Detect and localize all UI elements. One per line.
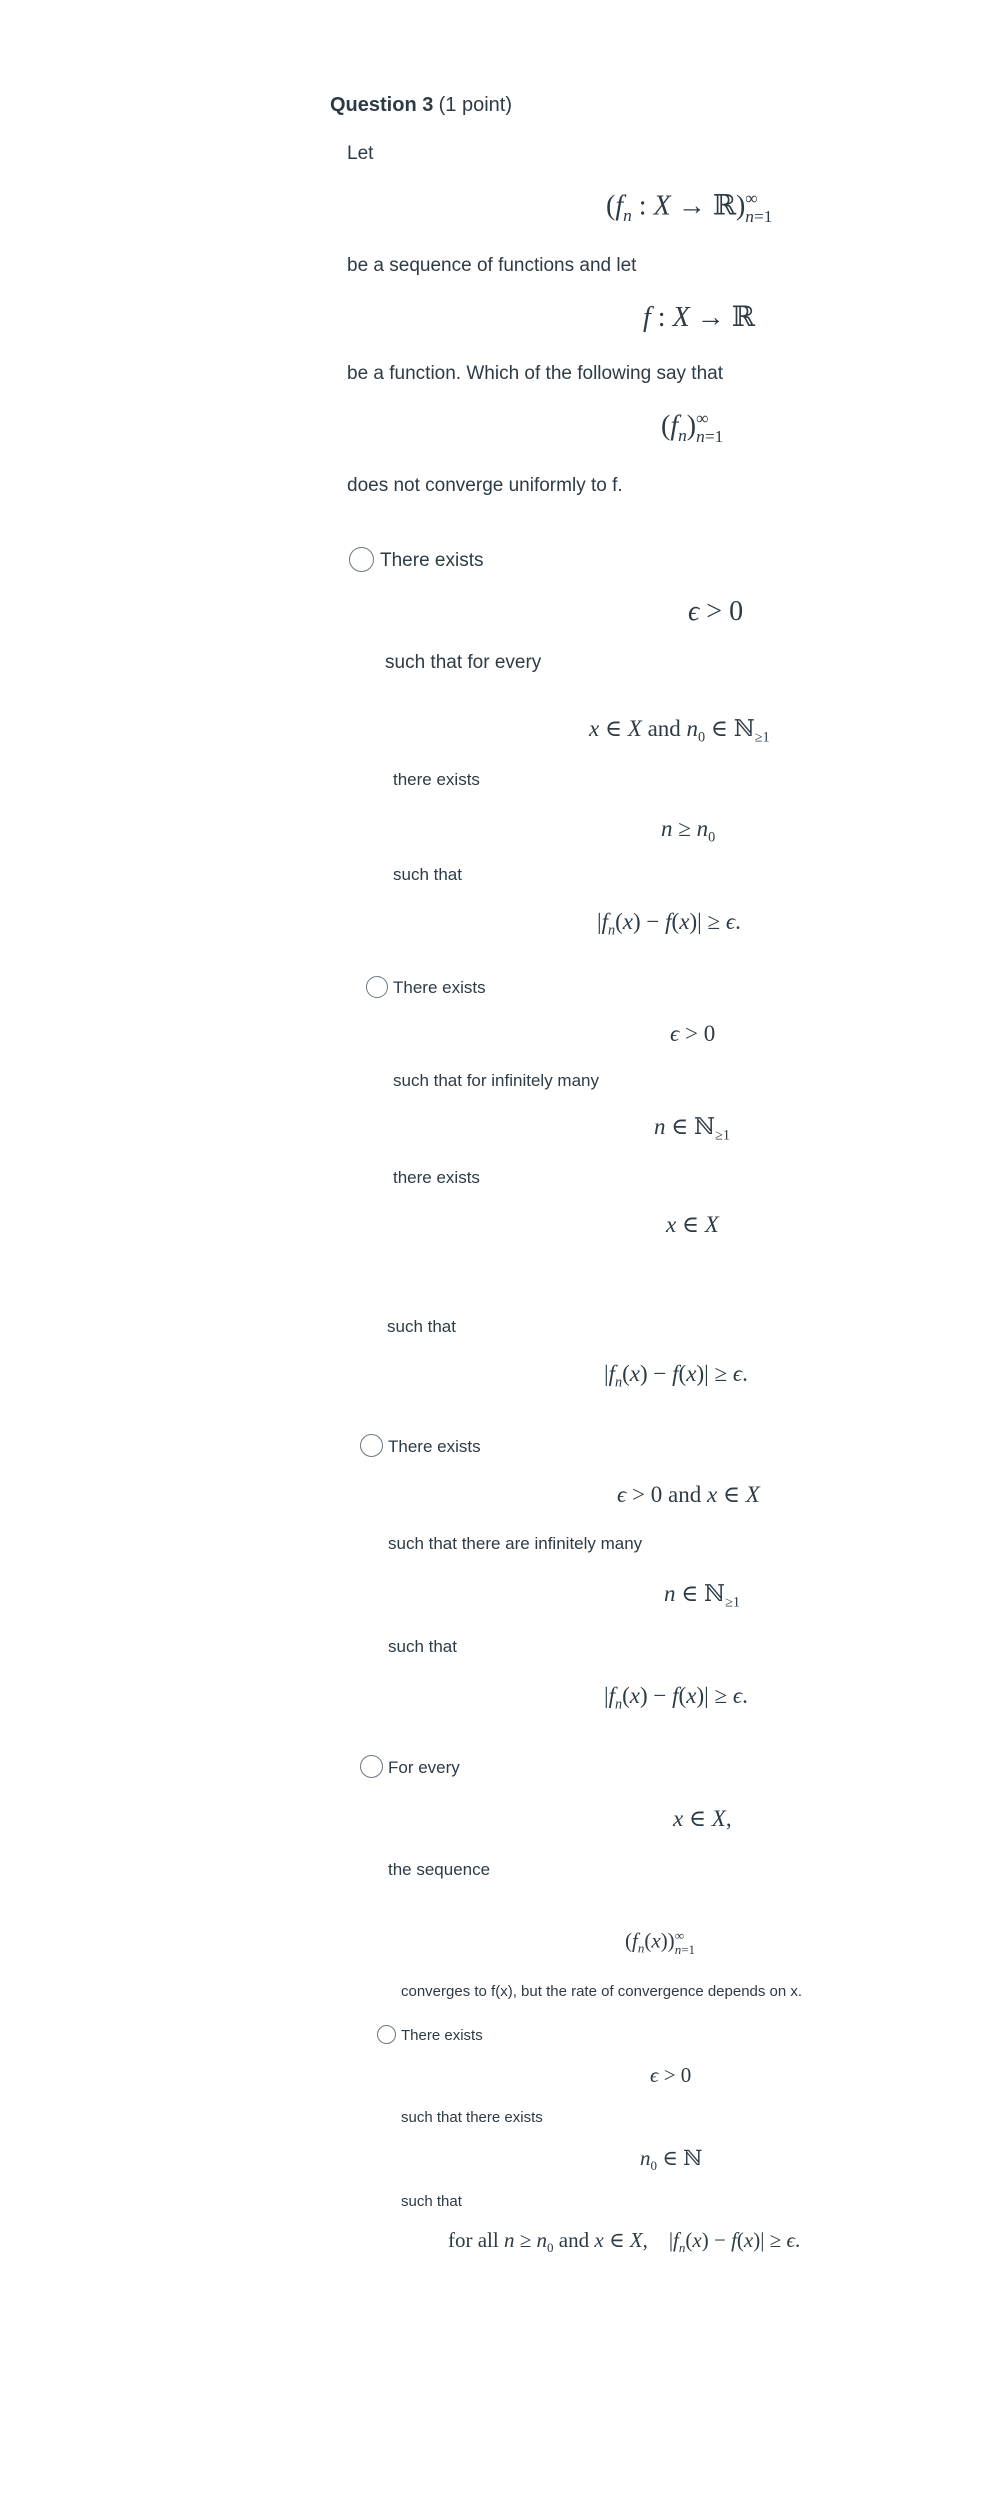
option-1-math-epsilon: ϵ > 0: [688, 596, 744, 627]
option-1-text-2: there exists: [393, 770, 480, 789]
option-2-math-inequality: $|f_n(x) - f(x)| \ge \epsilon$.: [604, 1361, 748, 1391]
option-3-lead: There exists: [388, 1437, 481, 1456]
math-function: f : X → ℝ: [643, 300, 755, 333]
option-5-math-epsilon: ϵ > 0: [650, 2063, 692, 2087]
option-3-math-epsilon-x: ϵ > 0 and x ∈ X: [617, 1482, 760, 1507]
option-1-lead: There exists: [380, 550, 484, 571]
option-2-math-x-in-X: x ∈ X: [666, 1212, 719, 1237]
option-2-text-1: such that for infinitely many: [393, 1071, 599, 1090]
prompt-let: Let: [347, 143, 374, 164]
math-fn-sequence: $(f_n)$ ∞ n=1: [661, 409, 724, 447]
option-3-text-2: such that: [388, 1637, 457, 1656]
math-sequence: ($f_n$ : X → ℝ) ∞ n=1: [606, 188, 773, 227]
option-2-text-3: such that: [387, 1317, 456, 1336]
option-4-text-2: converges to f(x), but the rate of convergence depends on x.: [401, 1983, 803, 2000]
question-title: Question 3: [330, 94, 434, 116]
option-5-text-1: such that there exists: [401, 2109, 543, 2126]
option-4-lead: For every: [388, 1758, 460, 1777]
option-5-forall: for all: [448, 2228, 499, 2252]
option-1-math-x-n0: x ∈ X and $n_0$ ∈ ℕ$_{\ge 1}$: [589, 716, 770, 746]
option-3-text-1: such that there are infinitely many: [388, 1534, 643, 1553]
option-2-math-epsilon: ϵ > 0: [670, 1021, 716, 1046]
option-4-math-x-in-X: x ∈ X,: [673, 1806, 732, 1831]
option-5-radio[interactable]: [377, 2025, 396, 2044]
option-5-text-2: such that: [401, 2193, 462, 2210]
option-2-radio[interactable]: [366, 976, 388, 998]
question-header: [330, 93, 512, 118]
option-3-radio[interactable]: [360, 1434, 383, 1457]
option-1-math-n-geq-n0: $n \ge n_0$: [661, 816, 716, 846]
option-1-text-3: such that: [393, 865, 462, 884]
option-1-math-inequality: $|f_n(x) - f(x)| \ge \epsilon$.: [597, 909, 741, 939]
option-5-math-uniform-condition: for all $n \ge n_0$ and x ∈ X, $|f_n(x) - f(x)| \ge \epsilon$.: [448, 2228, 801, 2256]
option-2-lead: There exists: [393, 978, 486, 997]
option-4-radio[interactable]: [360, 1755, 383, 1778]
option-2-math-n-in-N: n ∈ ℕ$_{\ge 1}$: [654, 1114, 731, 1144]
option-2-text-2: there exists: [393, 1168, 480, 1187]
option-3-and: and: [668, 1482, 702, 1507]
prompt-end-text: does not converge uniformly to f.: [347, 475, 623, 496]
option-5-and: and: [558, 2228, 590, 2252]
option-3-math-inequality: $|f_n(x) - f(x)| \ge \epsilon$.: [604, 1683, 748, 1713]
option-1-text-1: such that for every: [385, 652, 542, 673]
option-5-lead: There exists: [401, 2027, 483, 2044]
prompt-seq-text: be a sequence of functions and let: [347, 255, 637, 276]
option-1-and: and: [647, 716, 681, 741]
prompt-func-text: be a function. Which of the following say that: [347, 363, 723, 384]
option-1-radio[interactable]: [349, 547, 374, 572]
option-4-text-1: the sequence: [388, 1860, 491, 1879]
option-4-math-fn-x-sequence: $(f_n(x))$ ∞ n=1: [625, 1928, 696, 1957]
option-5-math-n0-in-N: $n_0$ ∈ ℕ: [640, 2146, 703, 2174]
option-3-math-n-in-N: n ∈ ℕ$_{\ge 1}$: [664, 1581, 741, 1611]
question-points: (1 point): [438, 94, 513, 116]
